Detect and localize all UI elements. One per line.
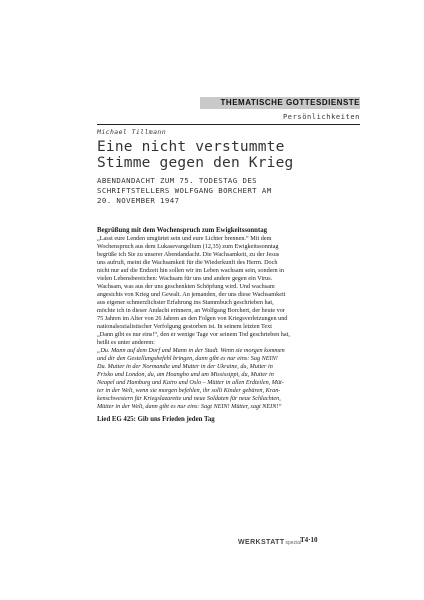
paragraph-line: nationalsozialistischer Verfolgung gestorben ist. In seinem letzten Text [97, 323, 272, 330]
page-number: T4·10 [300, 536, 318, 544]
quote-line: ter in der Welt, wenn sie morgen befehlen, ihr sollt Kinder gebären, Kran- [97, 387, 281, 394]
paragraph-line: vielen Lebensbereichen: Wachsam für uns und andere gegen ein Virus. [97, 275, 273, 282]
page-subtitle [97, 176, 367, 206]
paragraph-line: aus eigener schmerzlichster Erfahrung ins Stammbuch geschrieben hat, [97, 299, 274, 306]
title-line: Stimme gegen den Krieg [97, 155, 294, 171]
section-label: THEMATISCHE GOTTESDIENSTE [220, 98, 360, 107]
paragraph-line: nicht nur auf die Endzeit hin sollen wir im Leben wachsam sein, sondern in [97, 267, 284, 274]
werkstatt-logo [238, 534, 301, 546]
paragraph-line: heißt es unter anderem: [97, 339, 155, 346]
paragraph-line: möchte ich in dieser Andacht erinnern, an Wolfgang Borchert, der heute vor [97, 307, 285, 314]
quote-line: Neapel und Hamburg und Kairo und Oslo – Mütter in allen Erdteilen, Müt- [97, 379, 284, 386]
quote-line: „Du. Mann auf dem Dorf und Mann in der Stadt. Wenn sie morgen kommen [97, 347, 285, 354]
header-divider [97, 124, 360, 125]
paragraph-line: uns aufruft, meint die Wachsamkeit für die Wiederkunft des Herrn. Doch [97, 259, 278, 266]
paragraph-line: angesichts von Krieg und Gewalt. An jemanden, der uns diese Wachsamkeit [97, 291, 286, 298]
quote-line: Frisko und London, du, am Hoangho und am Mississippi, du, Mutter in [97, 371, 274, 378]
paragraph-line: „Dann gibt es nur eins!“, den er wenige Tage vor seinem Tod geschrieben hat, [97, 331, 290, 338]
quote-line: Du. Mutter in der Normandie und Mutter in der Ukraine, du, Mutter in [97, 363, 273, 370]
intro-paragraph [97, 235, 362, 347]
logo-main-text: WERKSTATT [238, 539, 285, 546]
paragraph-line: 75 Jahren im Alter von 26 Jahren an den Folgen von Kriegsverletzungen und [97, 315, 288, 322]
quote-line: Mütter in der Welt, dann gibt es nur eins: Sagt NEIN! Mütter, sagt NEIN!“ [97, 403, 282, 410]
borchert-quote [97, 347, 362, 411]
closing-hymn: Lied EG 425: Gib uns Frieden jeden Tag [97, 416, 215, 423]
subsection-label: Persönlichkeiten [282, 113, 360, 121]
section-heading: Begrüßung mit dem Wochenspruch zum Ewigkeitssonntag [97, 227, 268, 234]
title-line: Eine nicht verstummte [97, 139, 285, 155]
author-name: Michael Tillmann [97, 128, 167, 136]
paragraph-line: Wachsam, was aus der uns geschenkten Schöpfung wird. Und wachsam [97, 283, 275, 290]
logo-sub-text: spezial [285, 540, 302, 546]
subtitle-line: 20. NOVEMBER 1947 [97, 196, 180, 205]
body-text [97, 226, 362, 424]
paragraph-line: begrüße ich Sie zu unserer Abendandacht. Die Wachsamkeit, zu der Jesus [97, 251, 280, 258]
page-title [97, 139, 367, 171]
subtitle-line: SCHRIFTSTELLERS WOLFGANG BORCHERT AM [97, 186, 272, 195]
subtitle-line: ABENDANDACHT ZUM 75. TODESTAG DES [97, 176, 258, 185]
paragraph-line: „Lasst eure Lenden umgürtet sein und eure Lichter brennen.“ Mit dem [97, 235, 272, 242]
quote-line: kenschwestern für Kriegslazarette und neue Soldaten für neue Schlachten, [97, 395, 281, 402]
quote-line: und dir den Gestellungsbefehl bringen, dann gibt es nur eins: Sag NEIN! [97, 355, 278, 362]
paragraph-line: Wochenspruch aus dem Lukasevangelium (12,35) zum Ewigkeitssonntag [97, 243, 279, 250]
